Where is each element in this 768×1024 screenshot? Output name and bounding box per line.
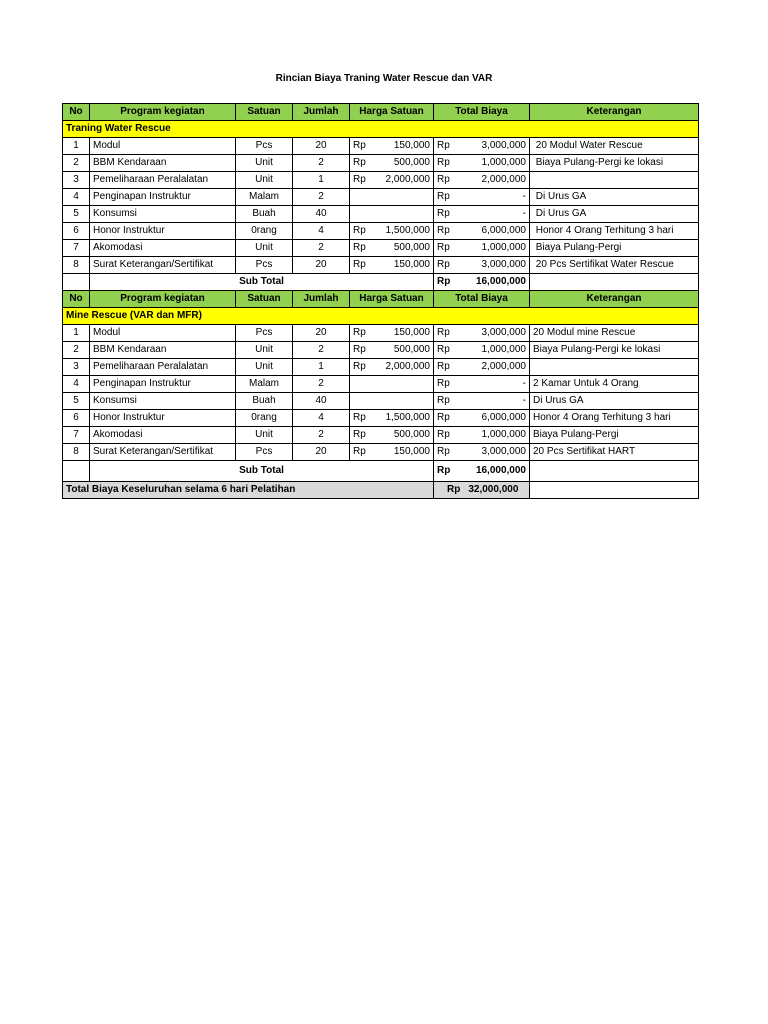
cell-jumlah: 2 bbox=[293, 240, 350, 257]
cell-program: Surat Keterangan/Sertifikat bbox=[90, 444, 236, 461]
currency-label: Rp bbox=[353, 242, 366, 253]
header-row bbox=[63, 291, 699, 308]
col-header-no: No bbox=[63, 291, 90, 308]
cell-harga-value: 500,000 bbox=[393, 344, 430, 355]
col-header-total: Total Biaya bbox=[434, 291, 530, 308]
cell-no: 2 bbox=[63, 155, 90, 172]
currency-label: Rp bbox=[437, 446, 450, 457]
col-header-no: No bbox=[63, 104, 90, 121]
cell-harga bbox=[350, 138, 434, 155]
cell-program: Surat Keterangan/Sertifikat bbox=[90, 257, 236, 274]
cell-keterangan: Honor 4 Orang Terhitung 3 hari bbox=[530, 223, 699, 240]
col-header-harga: Harga Satuan bbox=[350, 104, 434, 121]
cell-total-wrap bbox=[437, 224, 526, 238]
cell-total bbox=[434, 393, 530, 410]
currency-label: Rp bbox=[353, 174, 366, 185]
currency-label: Rp bbox=[353, 140, 366, 151]
cell-total-value: 3,000,000 bbox=[481, 140, 526, 151]
cell-program: BBM Kendaraan bbox=[90, 155, 236, 172]
subtotal-blank bbox=[63, 461, 90, 482]
cell-harga-value: 150,000 bbox=[393, 140, 430, 151]
cell-total-wrap bbox=[437, 156, 526, 170]
cell-keterangan: Di Urus GA bbox=[530, 206, 699, 223]
cell-harga-value: 500,000 bbox=[393, 242, 430, 253]
currency-label: Rp bbox=[447, 484, 461, 495]
grand-total-label: Total Biaya Keseluruhan selama 6 hari Pelatihan bbox=[63, 482, 434, 499]
cell-satuan: Buah bbox=[236, 206, 293, 223]
cell-total-wrap bbox=[437, 428, 526, 442]
grand-total-value bbox=[434, 482, 530, 499]
cell-total bbox=[434, 189, 530, 206]
currency-label: Rp bbox=[353, 412, 366, 423]
currency-label: Rp bbox=[437, 208, 450, 219]
cell-total-value: 2,000,000 bbox=[481, 174, 526, 185]
section-title-row bbox=[63, 308, 699, 325]
col-header-program: Program kegiatan bbox=[90, 104, 236, 121]
cell-total bbox=[434, 257, 530, 274]
cell-keterangan: 20 Pcs Sertifikat Water Rescue bbox=[530, 257, 699, 274]
cell-total bbox=[434, 155, 530, 172]
cell-no: 2 bbox=[63, 342, 90, 359]
currency-label: Rp bbox=[437, 157, 450, 168]
currency-label: Rp bbox=[437, 140, 450, 151]
table-row bbox=[63, 240, 699, 257]
table-row bbox=[63, 410, 699, 427]
section-title: Mine Rescue (VAR dan MFR) bbox=[63, 308, 699, 325]
cell-harga bbox=[350, 427, 434, 444]
cell-total-wrap bbox=[437, 139, 526, 153]
col-header-satuan: Satuan bbox=[236, 291, 293, 308]
cell-total-value: 1,000,000 bbox=[481, 344, 526, 355]
cell-total bbox=[434, 410, 530, 427]
cell-program: Modul bbox=[90, 325, 236, 342]
cell-jumlah: 40 bbox=[293, 393, 350, 410]
table-row bbox=[63, 393, 699, 410]
currency-label: Rp bbox=[437, 259, 450, 270]
cell-no: 8 bbox=[63, 257, 90, 274]
col-header-keterangan: Keterangan bbox=[530, 104, 699, 121]
subtotal-value bbox=[434, 461, 530, 482]
table-row bbox=[63, 138, 699, 155]
col-header-total: Total Biaya bbox=[434, 104, 530, 121]
cell-total-value: 2,000,000 bbox=[481, 361, 526, 372]
cell-total bbox=[434, 172, 530, 189]
table-row bbox=[63, 206, 699, 223]
col-header-harga: Harga Satuan bbox=[350, 291, 434, 308]
subtotal-value-wrap bbox=[437, 464, 526, 478]
col-header-satuan: Satuan bbox=[236, 104, 293, 121]
cell-total bbox=[434, 206, 530, 223]
cell-program: Honor Instruktur bbox=[90, 410, 236, 427]
cell-satuan: Pcs bbox=[236, 138, 293, 155]
cell-jumlah: 2 bbox=[293, 427, 350, 444]
cell-harga-wrap bbox=[353, 139, 430, 153]
cell-harga-wrap bbox=[353, 224, 430, 238]
cell-total-wrap bbox=[437, 377, 526, 391]
cell-satuan: Unit bbox=[236, 155, 293, 172]
cell-harga-value: 2,000,000 bbox=[385, 361, 430, 372]
cell-total-wrap bbox=[437, 411, 526, 425]
subtotal-value-wrap bbox=[437, 275, 526, 289]
cell-keterangan: 20 Pcs Sertifikat HART bbox=[530, 444, 699, 461]
cell-harga-wrap bbox=[353, 173, 430, 187]
table-row bbox=[63, 325, 699, 342]
subtotal-note bbox=[530, 274, 699, 291]
table-row bbox=[63, 359, 699, 376]
cell-keterangan: 2 Kamar Untuk 4 Orang bbox=[530, 376, 699, 393]
cell-total-wrap bbox=[437, 258, 526, 272]
cell-total-value: - bbox=[522, 191, 526, 202]
table-row bbox=[63, 223, 699, 240]
cell-satuan: Pcs bbox=[236, 444, 293, 461]
cell-total-wrap bbox=[437, 326, 526, 340]
cell-total-value: 3,000,000 bbox=[481, 327, 526, 338]
grand-total-row bbox=[63, 482, 699, 499]
cell-jumlah: 2 bbox=[293, 189, 350, 206]
table-row bbox=[63, 155, 699, 172]
cell-total bbox=[434, 223, 530, 240]
currency-label: Rp bbox=[437, 276, 451, 287]
cell-satuan: Malam bbox=[236, 376, 293, 393]
cell-keterangan: Di Urus GA bbox=[530, 393, 699, 410]
cell-program: Honor Instruktur bbox=[90, 223, 236, 240]
cell-harga bbox=[350, 189, 434, 206]
cost-table bbox=[62, 103, 699, 499]
cell-program: Akomodasi bbox=[90, 240, 236, 257]
cell-jumlah: 20 bbox=[293, 138, 350, 155]
table-row bbox=[63, 189, 699, 206]
table-row bbox=[63, 376, 699, 393]
col-header-keterangan: Keterangan bbox=[530, 291, 699, 308]
subtotal-value bbox=[434, 274, 530, 291]
cell-harga bbox=[350, 206, 434, 223]
cell-harga bbox=[350, 223, 434, 240]
cell-program: BBM Kendaraan bbox=[90, 342, 236, 359]
table-row bbox=[63, 172, 699, 189]
cell-no: 4 bbox=[63, 189, 90, 206]
cell-total bbox=[434, 342, 530, 359]
cell-program: Penginapan Instruktur bbox=[90, 189, 236, 206]
cell-program: Konsumsi bbox=[90, 206, 236, 223]
cell-program: Penginapan Instruktur bbox=[90, 376, 236, 393]
currency-label: Rp bbox=[437, 465, 451, 476]
cell-total-wrap bbox=[437, 207, 526, 221]
cell-keterangan: Honor 4 Orang Terhitung 3 hari bbox=[530, 410, 699, 427]
cell-no: 7 bbox=[63, 427, 90, 444]
cell-jumlah: 20 bbox=[293, 444, 350, 461]
cell-program: Pemeliharaan Peralalatan bbox=[90, 359, 236, 376]
header-row bbox=[63, 104, 699, 121]
cell-total bbox=[434, 427, 530, 444]
cell-total-wrap bbox=[437, 445, 526, 459]
grand-total-wrap bbox=[437, 483, 526, 497]
currency-label: Rp bbox=[437, 225, 450, 236]
cell-total-value: 1,000,000 bbox=[481, 242, 526, 253]
cell-harga-wrap bbox=[353, 156, 430, 170]
currency-label: Rp bbox=[437, 429, 450, 440]
subtotal-value-value: 16,000,000 bbox=[475, 465, 526, 476]
table-body bbox=[63, 104, 699, 499]
cell-total-wrap bbox=[437, 190, 526, 204]
cell-total bbox=[434, 444, 530, 461]
table-row bbox=[63, 427, 699, 444]
col-header-jumlah: Jumlah bbox=[293, 104, 350, 121]
cell-harga bbox=[350, 240, 434, 257]
col-header-program: Program kegiatan bbox=[90, 291, 236, 308]
col-header-jumlah: Jumlah bbox=[293, 291, 350, 308]
currency-label: Rp bbox=[437, 174, 450, 185]
cell-harga bbox=[350, 325, 434, 342]
cell-no: 4 bbox=[63, 376, 90, 393]
cell-harga bbox=[350, 155, 434, 172]
subtotal-row bbox=[63, 274, 699, 291]
cell-total-wrap bbox=[437, 241, 526, 255]
cell-total bbox=[434, 240, 530, 257]
subtotal-blank bbox=[63, 274, 90, 291]
cell-keterangan bbox=[530, 359, 699, 376]
cell-keterangan: 20 Modul Water Rescue bbox=[530, 138, 699, 155]
currency-label: Rp bbox=[353, 429, 366, 440]
currency-label: Rp bbox=[353, 327, 366, 338]
subtotal-value-value: 16,000,000 bbox=[475, 276, 526, 287]
cell-total-wrap bbox=[437, 343, 526, 357]
cell-satuan: Unit bbox=[236, 427, 293, 444]
cell-jumlah: 2 bbox=[293, 342, 350, 359]
cell-harga bbox=[350, 444, 434, 461]
cell-satuan: Malam bbox=[236, 189, 293, 206]
grand-total-note bbox=[530, 482, 699, 499]
currency-label: Rp bbox=[353, 446, 366, 457]
cell-program: Akomodasi bbox=[90, 427, 236, 444]
cell-no: 5 bbox=[63, 206, 90, 223]
cell-total-value: 6,000,000 bbox=[481, 412, 526, 423]
cell-harga-value: 150,000 bbox=[393, 446, 430, 457]
cell-total bbox=[434, 138, 530, 155]
currency-label: Rp bbox=[353, 225, 366, 236]
currency-label: Rp bbox=[437, 327, 450, 338]
section-title-row bbox=[63, 121, 699, 138]
cell-total-value: 6,000,000 bbox=[481, 225, 526, 236]
cell-keterangan: Biaya Pulang-Pergi bbox=[530, 240, 699, 257]
cell-no: 8 bbox=[63, 444, 90, 461]
currency-label: Rp bbox=[353, 361, 366, 372]
cell-harga bbox=[350, 376, 434, 393]
subtotal-label: Sub Total bbox=[90, 274, 434, 291]
cell-harga-wrap bbox=[353, 428, 430, 442]
currency-label: Rp bbox=[437, 191, 450, 202]
cell-total-wrap bbox=[437, 360, 526, 374]
cell-satuan: 0rang bbox=[236, 223, 293, 240]
currency-label: Rp bbox=[437, 344, 450, 355]
cell-satuan: Unit bbox=[236, 172, 293, 189]
cell-harga-value: 1,500,000 bbox=[385, 412, 430, 423]
table-row bbox=[63, 257, 699, 274]
cell-harga-value: 150,000 bbox=[393, 259, 430, 270]
cell-harga-wrap bbox=[353, 241, 430, 255]
grand-total-amount: 32,000,000 bbox=[468, 484, 519, 495]
cell-total bbox=[434, 359, 530, 376]
cell-satuan: Unit bbox=[236, 240, 293, 257]
cell-no: 6 bbox=[63, 223, 90, 240]
cell-no: 7 bbox=[63, 240, 90, 257]
currency-label: Rp bbox=[437, 395, 450, 406]
currency-label: Rp bbox=[353, 259, 366, 270]
cell-keterangan bbox=[530, 172, 699, 189]
cell-harga-value: 500,000 bbox=[393, 429, 430, 440]
cell-harga-wrap bbox=[353, 258, 430, 272]
cell-harga-wrap bbox=[353, 326, 430, 340]
cell-satuan: 0rang bbox=[236, 410, 293, 427]
document-title: Rincian Biaya Traning Water Rescue dan VAR bbox=[275, 73, 493, 84]
cell-total-value: - bbox=[522, 378, 526, 389]
cell-jumlah: 1 bbox=[293, 172, 350, 189]
cell-program: Modul bbox=[90, 138, 236, 155]
subtotal-row bbox=[63, 461, 699, 482]
cell-total-value: 3,000,000 bbox=[481, 259, 526, 270]
section-title: Traning Water Rescue bbox=[63, 121, 699, 138]
cell-no: 6 bbox=[63, 410, 90, 427]
cell-keterangan: Biaya Pulang-Pergi bbox=[530, 427, 699, 444]
cell-satuan: Unit bbox=[236, 342, 293, 359]
subtotal-label: Sub Total bbox=[90, 461, 434, 482]
cell-jumlah: 20 bbox=[293, 257, 350, 274]
cell-total-value: 3,000,000 bbox=[481, 446, 526, 457]
currency-label: Rp bbox=[437, 412, 450, 423]
cell-total-wrap bbox=[437, 394, 526, 408]
cell-no: 1 bbox=[63, 325, 90, 342]
cell-program: Pemeliharaan Peralalatan bbox=[90, 172, 236, 189]
cell-keterangan: 20 Modul mine Rescue bbox=[530, 325, 699, 342]
cell-harga bbox=[350, 410, 434, 427]
cell-jumlah: 4 bbox=[293, 223, 350, 240]
cell-harga bbox=[350, 172, 434, 189]
cell-jumlah: 20 bbox=[293, 325, 350, 342]
cell-keterangan: Biaya Pulang-Pergi ke lokasi bbox=[530, 155, 699, 172]
cell-harga-value: 150,000 bbox=[393, 327, 430, 338]
cell-total-value: 1,000,000 bbox=[481, 429, 526, 440]
cell-total-wrap bbox=[437, 173, 526, 187]
cell-jumlah: 2 bbox=[293, 376, 350, 393]
cell-total-value: - bbox=[522, 208, 526, 219]
cell-no: 3 bbox=[63, 172, 90, 189]
cell-total-value: - bbox=[522, 395, 526, 406]
cell-no: 1 bbox=[63, 138, 90, 155]
cell-satuan: Buah bbox=[236, 393, 293, 410]
subtotal-note bbox=[530, 461, 699, 482]
cell-harga bbox=[350, 393, 434, 410]
cell-no: 3 bbox=[63, 359, 90, 376]
cell-harga-wrap bbox=[353, 343, 430, 357]
cell-harga bbox=[350, 257, 434, 274]
currency-label: Rp bbox=[437, 242, 450, 253]
currency-label: Rp bbox=[437, 361, 450, 372]
cell-satuan: Unit bbox=[236, 359, 293, 376]
cell-satuan: Pcs bbox=[236, 257, 293, 274]
cell-harga-wrap bbox=[353, 360, 430, 374]
cell-harga-value: 2,000,000 bbox=[385, 174, 430, 185]
cell-keterangan: Biaya Pulang-Pergi ke lokasi bbox=[530, 342, 699, 359]
cell-jumlah: 1 bbox=[293, 359, 350, 376]
cell-jumlah: 40 bbox=[293, 206, 350, 223]
cell-no: 5 bbox=[63, 393, 90, 410]
table-row bbox=[63, 444, 699, 461]
table-row bbox=[63, 342, 699, 359]
cell-harga-wrap bbox=[353, 411, 430, 425]
currency-label: Rp bbox=[353, 157, 366, 168]
cell-harga-value: 1,500,000 bbox=[385, 225, 430, 236]
cell-harga bbox=[350, 342, 434, 359]
cell-total bbox=[434, 325, 530, 342]
currency-label: Rp bbox=[437, 378, 450, 389]
cell-jumlah: 4 bbox=[293, 410, 350, 427]
cell-harga-wrap bbox=[353, 445, 430, 459]
cell-total bbox=[434, 376, 530, 393]
cell-harga-value: 500,000 bbox=[393, 157, 430, 168]
cell-keterangan: Di Urus GA bbox=[530, 189, 699, 206]
cell-harga bbox=[350, 359, 434, 376]
cell-satuan: Pcs bbox=[236, 325, 293, 342]
cell-jumlah: 2 bbox=[293, 155, 350, 172]
cell-total-value: 1,000,000 bbox=[481, 157, 526, 168]
currency-label: Rp bbox=[353, 344, 366, 355]
cell-program: Konsumsi bbox=[90, 393, 236, 410]
